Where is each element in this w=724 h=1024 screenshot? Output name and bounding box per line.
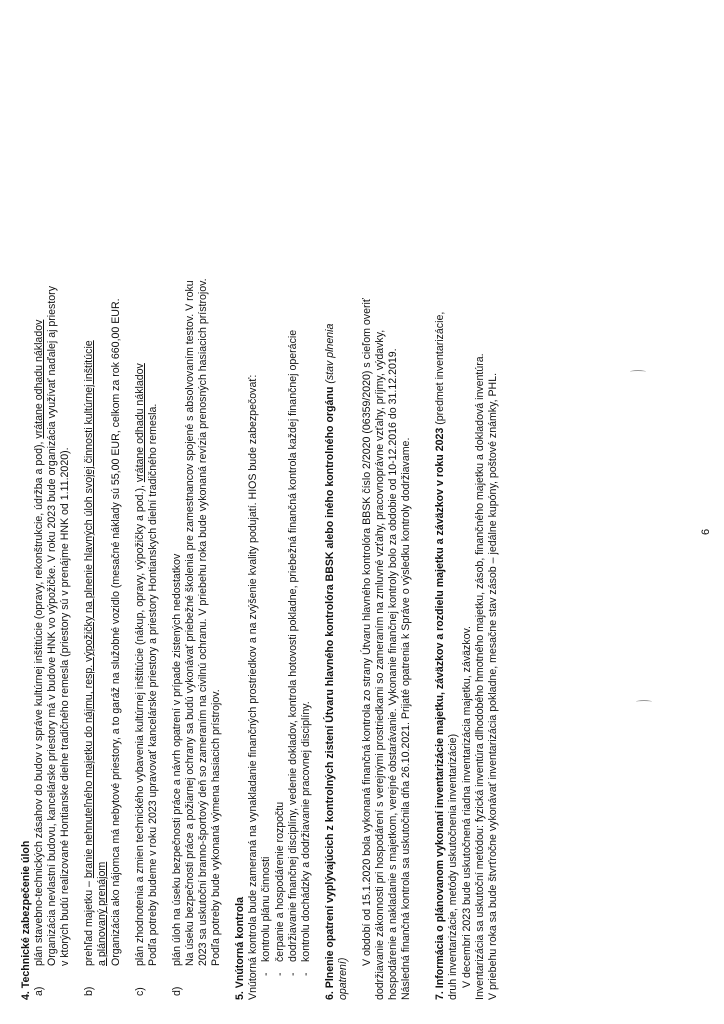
- item-4d: [171, 40, 223, 1000]
- section-4-heading: 4. Technické zabezpečenie úloh: [20, 840, 32, 1000]
- list-item: - dodržiavanie finančnej disciplíny, vedenie dokladov, kontrola hotovosti pokladne, priebežná finančná kontrola každej finančnej operácie: [286, 329, 299, 976]
- section-7-line2: V decembri 2023 bude uskutočnená riadna inventarizácia majetku, záväzkov.: [460, 626, 473, 988]
- section-5-heading: 5. Vnútorná kontrola: [234, 896, 247, 1000]
- section-6-line2: dodržiavanie zákonnosti pri hospodárení s verejnými prostriedkami so zameraním na zmluvné vzťahy, pracovnoprávne vzťahy, príjmy, výdavky,: [374, 329, 387, 1000]
- section-7-line1: druh inventarizácie, metódy uskutočnenia inventarizácie): [447, 733, 460, 1000]
- item-4b-line1: prehľad majetku –: [83, 878, 96, 966]
- item-4b: [83, 40, 122, 1000]
- section-6-line1: V období od 15.1.2020 bola vykonaná finančná kontrola zo strany Útvaru hlavného kontrolóra BBSK číslo 2/2020 (06359/2020) s cieľom overiť: [360, 298, 373, 966]
- item-4b-line1-underlined: branie nehnuteľného majetku do nájmu, resp. výpožičky na plnenie hlavných úloh svojej činnosti kultúrnej inštitúcie: [83, 340, 96, 879]
- rotated-document-content: [20, 40, 720, 1000]
- item-4a-line1: plán stavebno-technických zásahov do budov v správe kultúrnej inštitúcie (opravy, rekonštrukcie, údržba a pod),: [33, 438, 46, 966]
- item-4c-label: c): [133, 987, 146, 996]
- section-4: [20, 40, 223, 1000]
- item-4d-line2: Na úseku bezpečnosti práce a požiarnej ochrany sa budú vykonávať priebežné školenia pre zamestnancov spojené s absolvovaním testov. V roku: [183, 280, 196, 966]
- section-6: [324, 40, 414, 1000]
- item-4b-line2: Organizácia ako nájomca má nebytové priestory, a to garáž na služobné vozidlo (mesačné náklady sú 55,00 EUR, celkom za rok 660,00 EUR.: [109, 298, 122, 966]
- item-4c-line1: plán zhodnotenia a zmien technického vybavenia kultúrnej inštitúcie (nákup, opravy, výpožičky a pod.),: [133, 482, 146, 966]
- section-6-heading: 6. Plnenie opatrení vyplývajúcich z kontrolných zistení Útvaru hlavného kontrolóra BBSK alebo iného kontrolného orgánu: [323, 386, 336, 1000]
- scan-mark: [636, 700, 652, 704]
- section-7-heading: 7. Informácia o plánovanom vykonaní inventarizácie majetku, záväzkov a rozdielu majetku a záväzkov v roku 2023: [434, 427, 447, 1000]
- section-6-heading-note: (stav plnenia: [323, 323, 336, 384]
- item-4a-line2: Organizácia nevlastní budovu, kancelárske priestory má v budove HNK vo výpožičke. V roku 2023 bude organizácia využívať naďalej aj priestory: [46, 285, 59, 966]
- item-4c-line1-underlined: vrátane odhadu nákladov: [133, 363, 146, 483]
- item-4d-line4: Podľa potreby bude vykonaná výmena hasiacich prístrojov.: [210, 689, 223, 966]
- section-5-list: [260, 40, 312, 1000]
- section-6-line3: hospodárenie a nakladanie s majetkom, verejné obstarávanie. Vykonanie finančnej kontroly bolo za obdobie od 10-12.2016 do 31.12.2019.: [387, 348, 400, 1000]
- item-4a: [33, 40, 72, 1000]
- item-4c-line2: Podľa potreby budeme v roku 2023 upravovať kancelárske priestory a priestory Hontianskych dielní tradičného remesla.: [146, 403, 159, 966]
- item-4a-line3: v ktorých budú realizované Hontianske dielne tradičného remesla (priestory sú v prenájme HNK od 1.11.2020).: [59, 447, 72, 966]
- section-5: [234, 40, 313, 1000]
- item-4b-label: b): [83, 986, 96, 996]
- item-4b-line1-cont: a plánovaný prenájom: [96, 861, 109, 966]
- item-4d-line1: plán úloh na úseku bezpečnosti práce a návrh opatrení v prípade zistených nedostatkov: [170, 553, 183, 966]
- section-7-line3: Inventarizácia sa uskutoční metódou: fyzická inventúra dlhodobého hmotného majetku, zásob, finančného majetku a dokladová inventúra.: [473, 353, 486, 1000]
- scan-mark: [630, 370, 646, 374]
- section-7: [434, 40, 499, 1000]
- section-5-intro: Vnútorná kontrola bude zameraná na vynakladanie finančných prostriedkov a na zvýšenie kvality podujatí. HIOS bude zabezpečovať:: [247, 374, 260, 1000]
- section-7-heading-note: (predmet inventarizácie,: [434, 311, 447, 428]
- item-4d-line3: 2023 sa uskutoční branno-športový deň so zameraním na civilnú ochranu. V priebehu roka bude vykonaná revízia prenosných hasiacich prístrojov.: [197, 278, 210, 966]
- page-number: 6: [700, 528, 712, 535]
- list-item: - čerpanie a hospodárenie rozpočtu: [273, 801, 286, 976]
- list-item: - kontrolu dochádzky a dodržiavanie pracovnej disciplíny.: [299, 701, 312, 976]
- section-7-line4: V priebehu roka sa bude štvrťročne vykonávať inventarizácia pokladne, mesačne stav zásob – jedálne kupóny, poštové známky, PHL.: [486, 372, 499, 1000]
- item-4a-line1-underlined: vrátane odhadu nákladov: [33, 319, 46, 439]
- section-6-line4: Následná finančná kontrola sa uskutočnila dňa 26.10.2021. Prijaté opatrenia k Správe o výsledku kontroly dodržiavame.: [400, 437, 413, 1000]
- list-item: - kontrolu plánu činnosti: [260, 856, 273, 976]
- item-4a-label: a): [33, 986, 46, 996]
- item-4c: [134, 40, 160, 1000]
- item-4d-label: d): [170, 986, 183, 996]
- section-6-heading-note-cont: opatrení): [336, 957, 349, 1000]
